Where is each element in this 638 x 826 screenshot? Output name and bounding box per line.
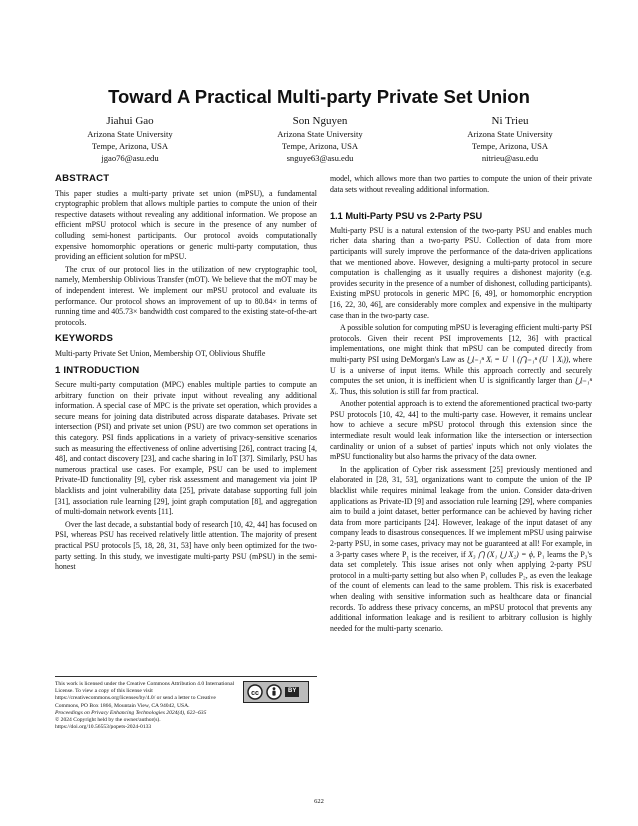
author-name: Jiahui Gao: [106, 115, 154, 127]
creative-commons-icon: [247, 684, 263, 700]
attribution-person-icon: [266, 684, 282, 700]
keywords-heading: KEYWORDS: [55, 333, 114, 345]
author-affiliation: Arizona State University: [467, 129, 553, 139]
license-footer: [55, 676, 317, 731]
text-run: In the application of Cyber risk assessment [25] previously mentioned and elaborated in [28, 31, 53], organizations want to compute the union of the IP blacklist while requires minimal leakage from the union. Consider data-driven applications as Private-ID [9] and association rule learning [29], where companies aim to build a joint dataset, better performance can be achieved by having richer data from more participants [24]. However, leakage of the input dataset of any company leads to disastrous consequences. If we implement mPSU using pairwise 2-party PSU, in some cases, privacy may not be guaranteed at all! For example, in a 3-party cases where P: [330, 464, 592, 559]
right-paragraph-0: model, which allows more than two parties to compute the union of their private data sets without revealing additional information.: [330, 174, 592, 194]
author-email: nitrieu@asu.edu: [481, 153, 539, 163]
right-paragraph-1: Multi-party PSU is a natural extension of the two-party PSU and enables much richer data sharing than a two-party PSU. Collection of data from more participants will surely improve the performance of the data-driven applications that we mentioned above. However, designing a multi-party protocol in secure computation is challenging as it usually requires a dishonest majority (e.g. provides security in the presence of a number of dishonest, colluding participants). Existing mPSU protocols in generic MPC [6, 49], or homomorphic encryption [16, 22, 30, 46], are considerably more complex and expensive in the multiparty case than in the two-party case.: [330, 225, 592, 320]
keywords-text: Multi-party Private Set Union, Membership OT, Oblivious Shuffle: [55, 348, 266, 358]
text-run: , where U is a universe of input items. While this approach correctly and securely computes the set union, it is inefficient when U is significantly larger than: [330, 354, 592, 386]
copyright-text: © 2024 Copyright held by the owner/author(s).: [55, 717, 161, 724]
license-text: This work is licensed under the Creative Commons Attribution 4.0 International License. To view a copy of this license visit https://creativecommons.org/licenses/by/4.0/ or send a letter to Creative Commons, PO Box 1866, Mountain View, CA 94042, USA.: [55, 681, 235, 709]
cc-by-label: BY: [285, 687, 299, 696]
author-affiliation: Arizona State University: [277, 129, 363, 139]
right-paragraph-4: In the application of Cyber risk assessment [25] previously mentioned and elaborated in [28, 31, 53], organizations want to compute the union of the IP blacklist while requires minimal leakage from the union. Consider data-driven applications as Private-ID [9] and association rule learning [29], where companies aim to build a joint dataset, better performance can be achieved by having richer data from more participants [24]. However, leakage of the input dataset of any company leads to disastrous consequences. If we implement mPSU using pairwise 2-party PSU, in some cases, privacy may not be guaranteed at all! For example, in a 3-party cases where $P_1$ is the receiver, if X₃ ⋂ (X₁ ⋃ X₂) = ϕ, P₁ learns the P₃'s data set completely. This issue arises not only when applying 2-party PSU protocol in a multi-party setting but also when P₁ colludes P₂, as even the leakage of the count of elements can lead to the same problem. This risk is exacerbated when dealing with sensitive information such as healthcare data or financial records. To address these privacy concerns, an mPSU protocol that prevents any additional information leakage and is resilient to arbitrary collusion is highly needed for the multi-party scenario.: [330, 464, 592, 633]
introduction-heading: 1 INTRODUCTION: [55, 364, 140, 376]
svg-text:cc: cc: [251, 690, 259, 697]
author-name: Son Nguyen: [292, 115, 348, 127]
formula-demorgan: ⋃ᵢ₌₁ⁿ Xᵢ = U ∖ (⋂ᵢ₌₁ⁿ (U ∖ Xᵢ)): [466, 354, 569, 364]
right-column: [330, 174, 592, 636]
author-location: Tempe, Arizona, USA: [471, 141, 549, 151]
author-location: Tempe, Arizona, USA: [91, 141, 169, 151]
venue-text: Proceedings on Privacy Enhancing Technologies 2024(4), 622–635: [55, 709, 207, 716]
author-1: [40, 114, 220, 164]
abstract-heading: ABSTRACT: [55, 173, 110, 184]
text-run: A possible solution for computing mPSU is leveraging efficient multi-party PSI protocols. Given their recent PSI improvements [12, 36] with practical implementations, one might think that mPSU can be computed directly from multi-party PSI using DeMorgan's Law as: [330, 323, 592, 364]
author-block: [40, 114, 600, 164]
text-run: is the receiver, if: [409, 549, 469, 559]
text-run: . Thus, this solution is still far from practical.: [336, 386, 479, 396]
right-paragraph-3: Another potential approach is to extend the aforementioned practical two-party PSU protocols [10, 42, 44] to the multi-party case. However, it remains unclear how to achieve a secure mPSU protocol through this extension since the intermediate result would leak information like the intersection or intersection cardinality or union of a subset of parties' inputs which not only violates the mPSU functionality but also harms the privacy of the data owner.: [330, 399, 592, 462]
section-gap: [330, 197, 592, 211]
right-paragraph-2: [330, 323, 592, 397]
text-run: , P₁ learns the P₃'s data set completely. This issue arises not only when applying 2-party PSU protocol in a multi-party setting but also when P₁ colludes P₂, as even the leakage of the count of elements can lead to the same problem. This risk is exacerbated when dealing with sensitive information such as healthcare data or financial records. To address these privacy concerns, an mPSU protocol that prevents any additional information leakage and is resilient to arbitrary collusion is highly needed for the multi-party scenario.: [330, 549, 592, 633]
left-column: [55, 174, 317, 575]
page-number: 622: [314, 798, 324, 805]
abstract-paragraph-2: The crux of our protocol lies in the utilization of new cryptographic tool, namely, Membership Oblivious Transfer (mOT). We believe that the mOT may be of independent interest. We implement our mPSU protocol and evaluate its performance. Our protocol shows an improvement of up to 80.84× in terms of running time and 405.73× bandwidth cost compared to the existing state-of-the-art protocols.: [55, 264, 317, 327]
formula-intersection: X₃ ⋂ (X₁ ⋃ X₂) = ϕ: [468, 549, 534, 559]
intro-paragraph-2: Over the last decade, a substantial body of research [10, 42, 44] has focused on PSI, whereas PSU has received relatively little attention. The majority of present practical PSU protocols [5, 18, 28, 31, 53] have only been optimized for the two-party setting. In this study, we investigate multi-party PSU (mPSU) in the semi-honest: [55, 519, 317, 572]
cc-by-logo: [243, 681, 309, 703]
doi-link[interactable]: https://doi.org/10.56553/popets-2024-0133: [55, 724, 152, 731]
formula-union: ⋃ᵢ₌₁ⁿ Xᵢ: [330, 376, 592, 396]
author-affiliation: Arizona State University: [87, 129, 173, 139]
author-email: snguye63@asu.edu: [286, 153, 354, 163]
paper-title: Toward A Practical Multi-party Private Set Union: [108, 86, 530, 107]
author-email: jgao76@asu.edu: [101, 153, 159, 163]
author-location: Tempe, Arizona, USA: [281, 141, 359, 151]
author-3: [420, 114, 600, 164]
author-2: [230, 114, 410, 164]
author-name: Ni Trieu: [491, 115, 529, 127]
abstract-paragraph-1: This paper studies a multi-party private set union (mPSU), a fundamental cryptographic problem that allows multiple parties to compute the union of their respective datasets without revealing any additional information. We propose an efficient mPSU protocol which is secure in the presence of any number of colluding semi-honest participants. Our protocol avoids computationally expensive homomorphic operations or generic multi-party computation, thus providing an efficient solution for mPSU.: [55, 188, 317, 262]
intro-paragraph-1: Secure multi-party computation (MPC) enables multiple parties to compute an arbitrary function on their private input without revealing any additional information. A special case of MPC is the private set operation, which provides a secure means for joining data distributed across disparate databases. Private set intersection (PSI) and private set union (PSU) are two common set operations in this category. PSI finds applications in a variety of privacy-sensitive scenarios such as measuring the effectiveness of online advertising [26], contract tracing [4, 48], and contact discovery [23], and cache sharing in IoT [37]. Similarly, PSU has numerous practical use cases. For example, PSU can be used to implement Private-ID functionality [9], cyber risk assessment and management via joint IP blacklists and joint vulnerability data [25], private database supporting full join [31], association rule learning [29], joint graph computation [8], and aggregation of multi-domain network events [11].: [55, 380, 317, 517]
subsection-heading: 1.1 Multi-Party PSU vs 2-Party PSU: [330, 211, 483, 222]
